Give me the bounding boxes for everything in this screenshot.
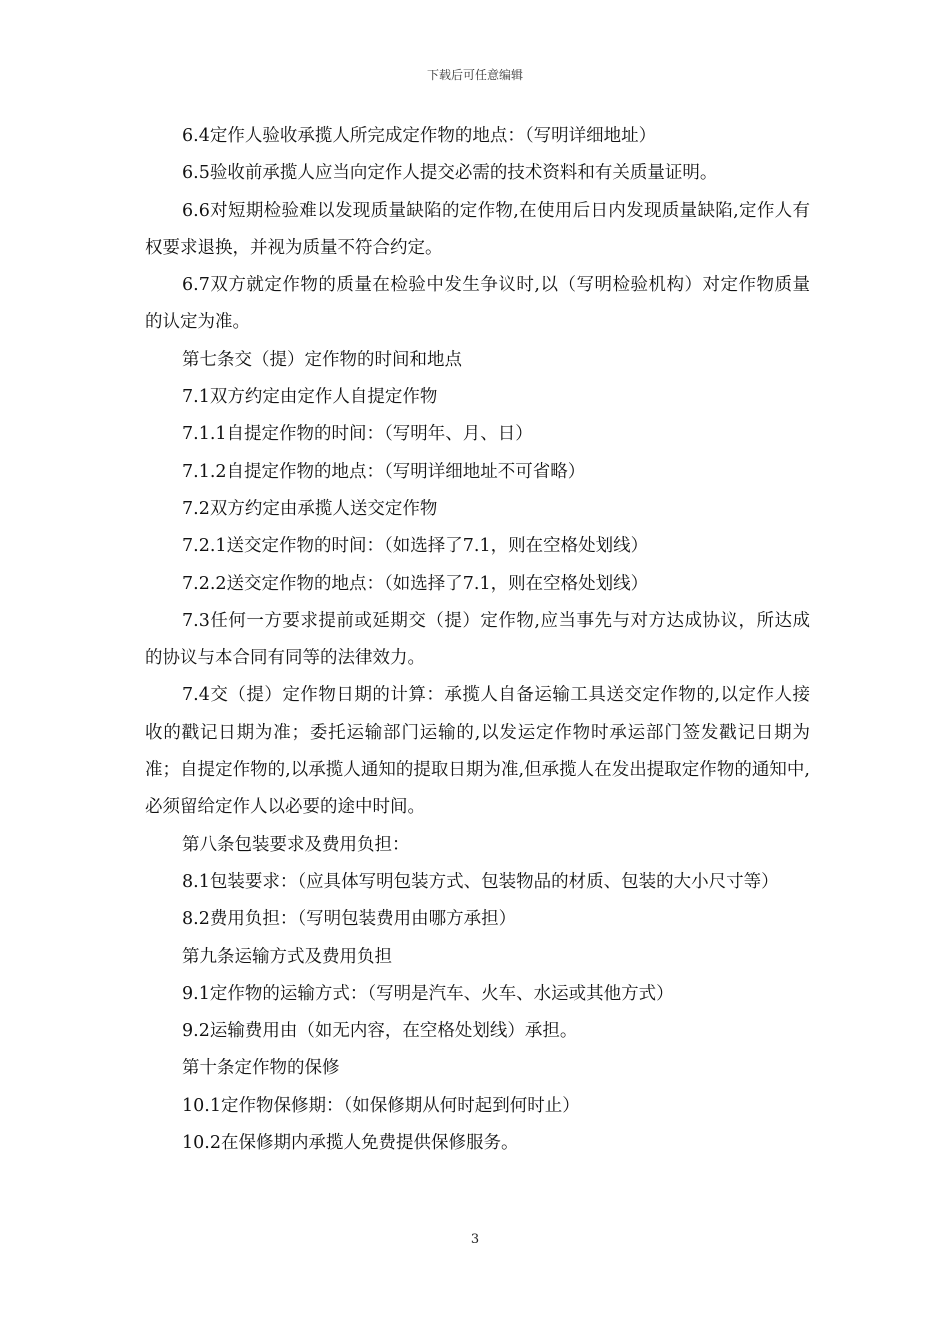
paragraph-7-2-1: 7.2.1送交定作物的时间：（如选择了7.1，则在空格处划线） — [182, 536, 649, 557]
paragraph-7-1: 7.1双方约定由定作人自提定作物 — [182, 387, 438, 408]
article-10-heading: 第十条定作物的保修 — [182, 1058, 340, 1079]
paragraph-10-1: 10.1定作物保修期：（如保修期从何时起到何时止） — [182, 1095, 580, 1116]
article-7-heading: 第七条交（提）定作物的时间和地点 — [182, 349, 462, 370]
paragraph-6-4: 6.4定作人验收承揽人所完成定作物的地点：（写明详细地址） — [182, 126, 657, 146]
paragraph-7-4: 7.4交（提）定作物日期的计算：承揽人自备运输工具送交定作物的,以定作人接收的戳记日期为准；委托运输部门运输的,以发运定作物时承运部门签发戳记日期为准；自提定作物的,以承揽人通知的提取日期为准,但承揽人在发出提取定作物的通知中,必须留给定作人以必要的途中时间。 — [145, 685, 810, 818]
paragraph-7-1-2: 7.1.2自提定作物的地点：（写明详细地址不可省略） — [182, 461, 586, 482]
paragraph-9-2: 9.2运输费用由（如无内容，在空格处划线）承担。 — [182, 1021, 578, 1042]
paragraph-8-1: 8.1包装要求：（应具体写明包装方式、包装物品的材质、包装的大小尺寸等） — [182, 871, 779, 892]
paragraph-8-2: 8.2费用负担：（写明包装费用由哪方承担） — [182, 909, 517, 930]
paragraph-7-2-2: 7.2.2送交定作物的地点：（如选择了7.1，则在空格处划线） — [182, 573, 649, 594]
paragraph-7-2: 7.2双方约定由承揽人送交定作物 — [182, 498, 438, 519]
page-header: 下载后可任意编辑 — [426, 68, 523, 82]
paragraph-10-2: 10.2在保修期内承揽人免费提供保修服务。 — [182, 1133, 519, 1154]
document-body — [145, 118, 810, 1162]
page-number: 3 — [470, 1232, 480, 1247]
paragraph-7-1-1: 7.1.1自提定作物的时间：（写明年、月、日） — [182, 424, 533, 445]
article-9-heading: 第九条运输方式及费用负担 — [182, 946, 392, 967]
paragraph-9-1: 9.1定作物的运输方式：（写明是汽车、火车、水运或其他方式） — [182, 983, 674, 1004]
paragraph-6-6: 6.6对短期检验难以发现质量缺陷的定作物,在使用后日内发现质量缺陷,定作人有权要求退换，并视为质量不符合约定。 — [145, 200, 810, 258]
article-8-heading: 第八条包装要求及费用负担： — [182, 834, 410, 855]
paragraph-6-5: 6.5验收前承揽人应当向定作人提交必需的技术资料和有关质量证明。 — [182, 163, 718, 184]
paragraph-6-7: 6.7双方就定作物的质量在检验中发生争议时,以（写明检验机构）对定作物质量的认定为准。 — [145, 275, 810, 333]
paragraph-7-3: 7.3任何一方要求提前或延期交（提）定作物,应当事先与对方达成协议，所达成的协议与本合同有同等的法律效力。 — [145, 610, 810, 669]
